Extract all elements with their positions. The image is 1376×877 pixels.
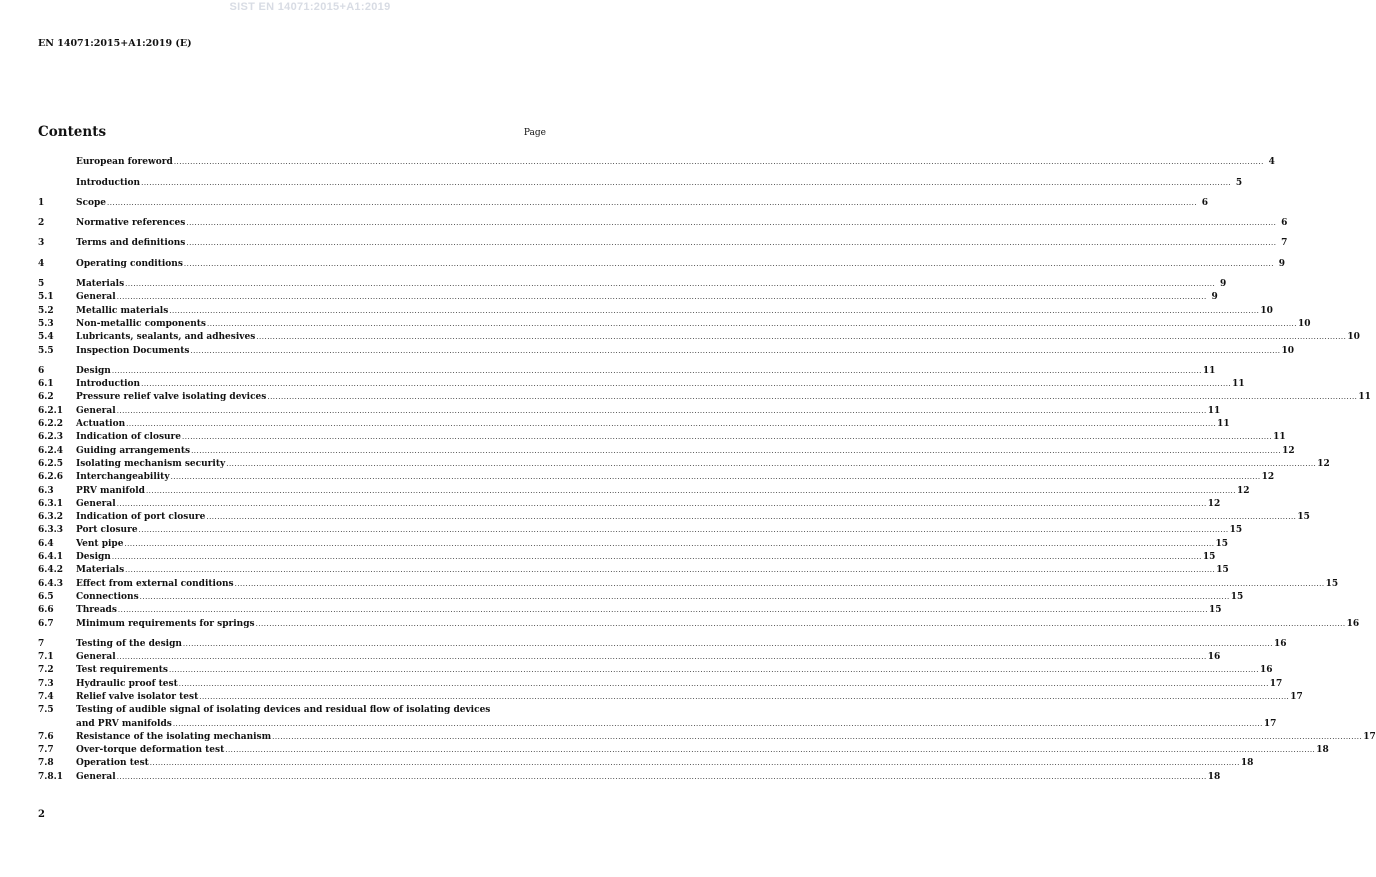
toc-entry[interactable] <box>38 483 1250 496</box>
toc-entry-number: 7.4 <box>38 691 54 702</box>
toc-entry-number: 6.6 <box>38 605 54 616</box>
toc-entry-title: Indication of closure <box>76 432 182 443</box>
toc-entry-number: 5 <box>38 279 45 290</box>
toc-entry-title: Minimum requirements for springs <box>76 618 255 629</box>
toc-leader-dots: ................................................................................................................................................................................................................................................................................................................................................................................................................ <box>117 606 1208 615</box>
toc-entry-page: 16 <box>1207 652 1221 663</box>
toc-entry-title: Materials <box>76 279 125 290</box>
watermark: SIST EN 14071:2015+A1:2019 <box>229 1 391 13</box>
toc-entry-number: 6.3.2 <box>38 512 64 523</box>
toc-entry-title: Metallic materials <box>76 305 169 316</box>
toc-entry[interactable] <box>38 330 1360 343</box>
toc-leader-dots: ................................................................................................................................................................................................................................................................................................................................................................................................................ <box>169 306 1260 315</box>
toc-leader-dots: ................................................................................................................................................................................................................................................................................................................................................................................................................ <box>178 679 1269 688</box>
toc-entry-title: Design <box>76 552 111 563</box>
page-number: 2 <box>38 809 45 820</box>
toc-leader-dots: ................................................................................................................................................................................................................................................................................................................................................................................................................ <box>234 579 1325 588</box>
toc-entry-page: 17 <box>1363 731 1376 742</box>
toc-entry-number: 6.2.4 <box>38 445 64 456</box>
toc-entry[interactable] <box>38 590 1244 603</box>
toc-entry-page: 4 <box>1268 157 1275 168</box>
toc-entry-page: 11 <box>1207 405 1221 416</box>
toc-entry-number: 7.2 <box>38 665 54 676</box>
toc-leader-dots: ................................................................................................................................................................................................................................................................................................................................................................................................................ <box>125 280 1216 289</box>
toc-entry[interactable] <box>38 756 1254 769</box>
toc-entry[interactable] <box>38 563 1229 576</box>
toc-entry-page: 7 <box>1281 238 1288 249</box>
toc-entry-page: 11 <box>1217 419 1230 430</box>
toc-leader-dots: ................................................................................................................................................................................................................................................................................................................................................................................................................ <box>172 719 1263 728</box>
toc-entry[interactable] <box>38 637 1287 650</box>
toc-entry[interactable] <box>38 417 1230 430</box>
toc-leader-dots: ................................................................................................................................................................................................................................................................................................................................................................................................................ <box>139 592 1230 601</box>
toc-entry-page: 6 <box>1201 197 1209 208</box>
toc-entry-number: 6 <box>38 365 45 376</box>
toc-leader-dots: ................................................................................................................................................................................................................................................................................................................................................................................................................ <box>111 366 1202 375</box>
toc-leader-dots: ................................................................................................................................................................................................................................................................................................................................................................................................................ <box>183 259 1274 268</box>
toc-entry[interactable] <box>38 576 1339 589</box>
toc-entry-page: 10 <box>1260 305 1273 316</box>
toc-entry-page: 15 <box>1216 565 1229 576</box>
toc-entry-title: Scope <box>76 197 107 208</box>
toc-entry-title: Introduction <box>76 177 141 188</box>
toc-entry-title: Testing of the design <box>76 638 182 649</box>
toc-entry[interactable] <box>38 175 1243 188</box>
toc-entry-page: 15 <box>1202 552 1216 563</box>
toc-leader-dots: ................................................................................................................................................................................................................................................................................................................................................................................................................ <box>256 333 1347 342</box>
toc-entry[interactable] <box>38 155 1275 168</box>
toc-entry-page: 16 <box>1273 638 1287 649</box>
toc-entry-page: 12 <box>1207 498 1221 509</box>
toc-entry-page: 12 <box>1317 458 1330 469</box>
toc-entry[interactable] <box>38 676 1283 689</box>
toc-leader-dots: ................................................................................................................................................................................................................................................................................................................................................................................................................ <box>206 319 1298 328</box>
toc-entry[interactable] <box>38 303 1273 316</box>
toc-entry-page: 17 <box>1263 718 1277 729</box>
toc-leader-dots: ................................................................................................................................................................................................................................................................................................................................................................................................................ <box>186 219 1277 228</box>
toc-entry-title: Actuation <box>76 419 126 430</box>
toc-entry[interactable] <box>38 650 1221 663</box>
toc-entry-number: 5.3 <box>38 318 54 329</box>
toc-leader-dots: ................................................................................................................................................................................................................................................................................................................................................................................................................ <box>267 393 1358 402</box>
toc-leader-dots: ................................................................................................................................................................................................................................................................................................................................................................................................................ <box>141 380 1232 389</box>
toc-leader-dots: ................................................................................................................................................................................................................................................................................................................................................................................................................ <box>107 198 1198 207</box>
toc-entry-title: Testing of audible signal of isolating devices and residual flow of isolating devices <box>76 705 491 716</box>
toc-entry-title: Indication of port closure <box>76 512 206 523</box>
toc-leader-dots: ................................................................................................................................................................................................................................................................................................................................................................................................................ <box>124 539 1215 548</box>
toc-entry-number: 7.5 <box>38 705 54 716</box>
toc-leader-dots: ................................................................................................................................................................................................................................................................................................................................................................................................................ <box>111 553 1202 562</box>
toc-entry[interactable] <box>38 703 546 716</box>
toc-entry-number: 5.2 <box>38 305 54 316</box>
toc-entry[interactable] <box>38 510 1310 523</box>
toc-entry-number: 6.3 <box>38 485 54 496</box>
toc-leader-dots: ................................................................................................................................................................................................................................................................................................................................................................................................................ <box>116 499 1207 508</box>
toc-entry-page: 17 <box>1269 678 1283 689</box>
toc-leader-dots: ................................................................................................................................................................................................................................................................................................................................................................................................................ <box>190 346 1281 355</box>
toc-entry-page: 12 <box>1237 485 1250 496</box>
toc-entry[interactable] <box>38 290 1218 303</box>
page-column-label: Page <box>523 128 546 138</box>
toc-entry[interactable] <box>38 690 1303 703</box>
toc-entry-page: 9 <box>1219 279 1227 290</box>
toc-entry-title: General <box>76 498 116 509</box>
toc-entry-title: Threads <box>76 605 117 616</box>
toc-entry[interactable] <box>38 730 1376 743</box>
toc-entry-title: Over-torque deformation test <box>76 745 225 756</box>
toc-leader-dots: ................................................................................................................................................................................................................................................................................................................................................................................................................ <box>138 526 1229 535</box>
toc-entry[interactable] <box>38 523 1243 536</box>
toc-entry-title: Relief valve isolator test <box>76 691 199 702</box>
toc-entry-title: Test requirements <box>76 665 168 676</box>
toc-leader-dots: ................................................................................................................................................................................................................................................................................................................................................................................................................ <box>149 759 1240 768</box>
toc-entry-number: 6.3.1 <box>38 498 64 509</box>
toc-entry-title: Terms and definitions <box>76 238 186 249</box>
toc-leader-dots: ................................................................................................................................................................................................................................................................................................................................................................................................................ <box>206 513 1297 522</box>
toc-entry[interactable] <box>38 236 1288 249</box>
toc-entry-page: 18 <box>1316 745 1329 756</box>
toc-entry-title: General <box>76 405 116 416</box>
toc-entry-number: 6.4.1 <box>38 552 64 563</box>
toc-entry-title: Operation test <box>76 758 149 769</box>
toc-entry[interactable] <box>38 403 1221 416</box>
toc-entry[interactable] <box>38 470 1275 483</box>
toc-entry-title: Design <box>76 365 111 376</box>
toc-entry-title: Isolating mechanism security <box>76 458 226 469</box>
toc-entry-page: 16 <box>1346 618 1360 629</box>
toc-entry[interactable] <box>38 343 1295 356</box>
toc-leader-dots: ................................................................................................................................................................................................................................................................................................................................................................................................................ <box>145 486 1236 495</box>
toc-entry[interactable] <box>38 277 1227 290</box>
contents-heading: Contents <box>38 124 107 140</box>
toc-entry-title: and PRV manifolds <box>76 718 172 729</box>
toc-leader-dots: ................................................................................................................................................................................................................................................................................................................................................................................................................ <box>182 639 1273 648</box>
toc-leader-dots: ................................................................................................................................................................................................................................................................................................................................................................................................................ <box>125 566 1216 575</box>
toc-entry-title: Materials <box>76 565 125 576</box>
toc-entry-title: Inspection Documents <box>76 345 190 356</box>
toc-entry-page: 11 <box>1232 379 1245 390</box>
toc-entry-number: 7.6 <box>38 731 54 742</box>
toc-entry-number: 6.2.1 <box>38 405 64 416</box>
toc-leader-dots: ................................................................................................................................................................................................................................................................................................................................................................................................................ <box>226 459 1317 468</box>
toc-entry[interactable] <box>38 457 1330 470</box>
toc-entry[interactable] <box>38 443 1295 456</box>
toc-entry-number: 6.2.5 <box>38 458 64 469</box>
toc-leader-dots: ................................................................................................................................................................................................................................................................................................................................................................................................................ <box>141 178 1232 187</box>
toc-entry-number: 5.1 <box>38 292 54 303</box>
toc-entry[interactable] <box>38 216 1288 229</box>
toc-entry[interactable] <box>38 256 1285 269</box>
table-of-contents <box>38 155 1376 783</box>
toc-entry[interactable] <box>38 377 1245 390</box>
toc-leader-dots: ................................................................................................................................................................................................................................................................................................................................................................................................................ <box>126 420 1217 429</box>
toc-entry[interactable] <box>38 390 1371 403</box>
toc-entry[interactable] <box>38 603 1222 616</box>
toc-leader-dots: ................................................................................................................................................................................................................................................................................................................................................................................................................ <box>191 446 1282 455</box>
toc-leader-dots: ................................................................................................................................................................................................................................................................................................................................................................................................................ <box>182 433 1273 442</box>
toc-entry-number: 7.1 <box>38 652 54 663</box>
toc-entry-page: 9 <box>1211 292 1218 303</box>
toc-entry-page: 11 <box>1273 432 1286 443</box>
toc-leader-dots: ................................................................................................................................................................................................................................................................................................................................................................................................................ <box>116 653 1207 662</box>
toc-entry[interactable] <box>38 317 1311 330</box>
toc-entry-number: 6.4.2 <box>38 565 64 576</box>
toc-entry-number: 2 <box>38 218 45 229</box>
toc-entry-page: 5 <box>1235 177 1243 188</box>
toc-entry-number: 4 <box>38 258 45 269</box>
toc-entry[interactable] <box>38 430 1286 443</box>
toc-entry-number: 5.5 <box>38 345 54 356</box>
toc-entry-title: Non-metallic components <box>76 318 206 329</box>
toc-entry-number: 6.5 <box>38 591 54 602</box>
toc-entry-title: Operating conditions <box>76 258 183 269</box>
toc-entry[interactable] <box>38 196 1209 209</box>
toc-entry-page: 11 <box>1358 392 1371 403</box>
toc-leader-dots: ................................................................................................................................................................................................................................................................................................................................................................................................................ <box>168 666 1260 675</box>
toc-entry-page: 16 <box>1260 665 1273 676</box>
toc-entry-number: 7.7 <box>38 745 54 756</box>
toc-entry-title: European foreword <box>76 157 173 168</box>
toc-entry-number: 6.4.3 <box>38 578 64 589</box>
toc-leader-dots: ................................................................................................................................................................................................................................................................................................................................................................................................................ <box>272 732 1363 741</box>
toc-entry-title: General <box>76 771 116 782</box>
toc-entry-number: 6.4 <box>38 538 54 549</box>
toc-entry-number: 6.2.2 <box>38 419 64 430</box>
toc-entry-number: 3 <box>38 238 45 249</box>
toc-entry-title: General <box>76 292 116 303</box>
toc-entry-title: Vent pipe <box>76 538 124 549</box>
toc-entry-title: Connections <box>76 591 139 602</box>
toc-entry-title: Normative references <box>76 218 186 229</box>
document-id: EN 14071:2015+A1:2019 (E) <box>38 38 192 49</box>
toc-leader-dots: ................................................................................................................................................................................................................................................................................................................................................................................................................ <box>225 746 1316 755</box>
toc-entry-page: 15 <box>1208 605 1222 616</box>
toc-entry-number: 5.4 <box>38 332 54 343</box>
toc-entry-number: 7.8.1 <box>38 771 64 782</box>
toc-entry-number: 6.7 <box>38 618 54 629</box>
toc-leader-dots: ................................................................................................................................................................................................................................................................................................................................................................................................................ <box>199 692 1290 701</box>
toc-entry-page: 15 <box>1325 578 1339 589</box>
toc-entry-title: Pressure relief valve isolating devices <box>76 392 267 403</box>
toc-leader-dots: ................................................................................................................................................................................................................................................................................................................................................................................................................ <box>173 158 1264 167</box>
toc-entry-page: 15 <box>1230 591 1244 602</box>
toc-entry-number: 7.8 <box>38 758 54 769</box>
toc-entry-number: 6.3.3 <box>38 525 64 536</box>
toc-entry[interactable] <box>38 550 1216 563</box>
toc-leader-dots: ................................................................................................................................................................................................................................................................................................................................................................................................................ <box>116 772 1207 781</box>
toc-entry-title: Guiding arrangements <box>76 445 191 456</box>
toc-entry-page: 15 <box>1229 525 1243 536</box>
toc-entry-title: Port closure <box>76 525 138 536</box>
toc-entry-page: 17 <box>1290 691 1303 702</box>
toc-entry[interactable] <box>38 536 1229 549</box>
toc-entry[interactable] <box>38 769 1221 782</box>
toc-entry[interactable] <box>38 616 1360 629</box>
toc-entry-page: 9 <box>1278 258 1285 269</box>
toc-entry-page: 11 <box>1202 365 1216 376</box>
toc-entry-number: 7 <box>38 638 45 649</box>
toc-entry-number: 7.3 <box>38 678 54 689</box>
toc-entry-page: 18 <box>1240 758 1254 769</box>
toc-entry-title: Hydraulic proof test <box>76 678 178 689</box>
toc-entry-page: 18 <box>1207 771 1221 782</box>
toc-entry-number: 6.2.6 <box>38 472 64 483</box>
toc-entry-page: 15 <box>1297 512 1310 523</box>
toc-entry-number: 6.1 <box>38 379 54 390</box>
toc-entry-number: 1 <box>38 197 45 208</box>
toc-entry[interactable] <box>38 743 1329 756</box>
toc-entry[interactable] <box>38 364 1216 377</box>
toc-entry-title: Lubricants, sealants, and adhesives <box>76 332 256 343</box>
toc-entry-page: 12 <box>1261 472 1275 483</box>
toc-entry-page: 10 <box>1298 318 1311 329</box>
toc-leader-dots: ................................................................................................................................................................................................................................................................................................................................................................................................................ <box>170 473 1261 482</box>
toc-entry-number: 6.2.3 <box>38 432 64 443</box>
toc-entry-title: PRV manifold <box>76 485 145 496</box>
toc-entry-page: 6 <box>1281 218 1288 229</box>
toc-entry-page: 10 <box>1281 345 1295 356</box>
toc-entry-title: Interchangeability <box>76 472 170 483</box>
toc-entry-page: 15 <box>1215 538 1229 549</box>
toc-leader-dots: ................................................................................................................................................................................................................................................................................................................................................................................................................ <box>186 239 1277 248</box>
toc-leader-dots: ................................................................................................................................................................................................................................................................................................................................................................................................................ <box>255 619 1346 628</box>
toc-entry[interactable] <box>38 716 1277 729</box>
toc-leader-dots: ................................................................................................................................................................................................................................................................................................................................................................................................................ <box>116 293 1207 302</box>
toc-entry-page: 10 <box>1347 332 1360 343</box>
toc-entry-page: 12 <box>1282 445 1295 456</box>
toc-entry[interactable] <box>38 663 1273 676</box>
toc-entry-title: Effect from external conditions <box>76 578 234 589</box>
toc-entry-title: Resistance of the isolating mechanism <box>76 731 272 742</box>
toc-entry-title: General <box>76 652 116 663</box>
toc-entry[interactable] <box>38 497 1221 510</box>
toc-entry-number: 6.2 <box>38 392 54 403</box>
toc-entry-title: Introduction <box>76 379 141 390</box>
toc-leader-dots: ................................................................................................................................................................................................................................................................................................................................................................................................................ <box>116 406 1207 415</box>
